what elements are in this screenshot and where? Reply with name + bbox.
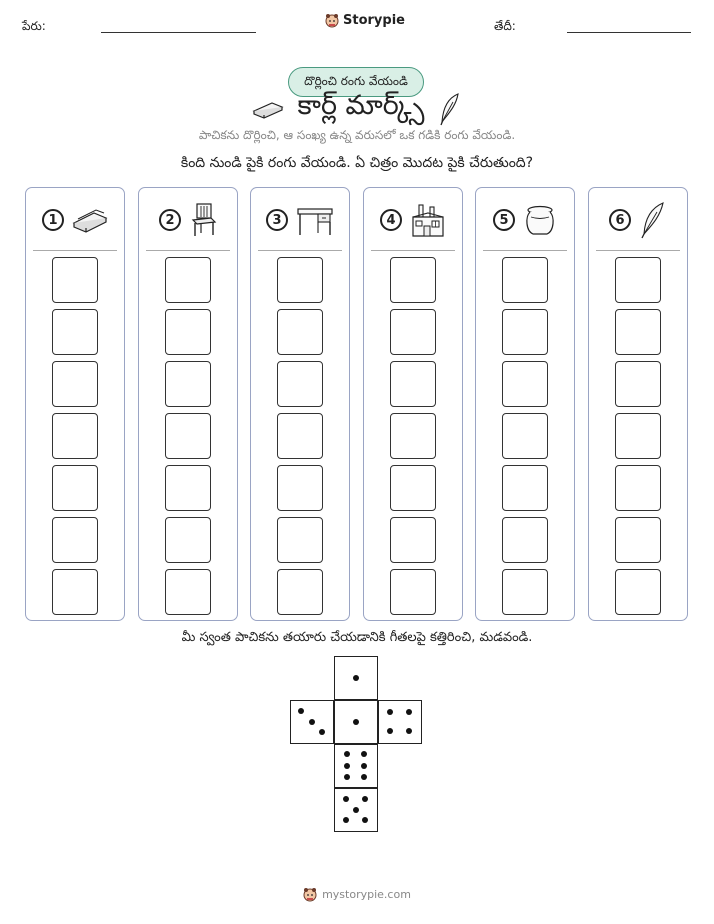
color-box[interactable] — [277, 569, 323, 615]
color-box[interactable] — [277, 517, 323, 563]
column-6 — [588, 187, 688, 621]
die-pip — [406, 709, 412, 715]
color-box[interactable] — [165, 465, 211, 511]
color-box[interactable] — [165, 309, 211, 355]
color-box[interactable] — [52, 413, 98, 459]
name-line[interactable] — [101, 32, 256, 33]
book-icon — [72, 206, 108, 234]
die-pip — [319, 729, 325, 735]
color-box[interactable] — [502, 309, 548, 355]
die-pip — [387, 728, 393, 734]
color-box[interactable] — [615, 309, 661, 355]
footer-url[interactable]: mystorypie.com — [322, 888, 411, 901]
cut-fold-instruction: మీ స్వంత పాచికను తయారు చేయడానికి గీతలపై కత్తిరించి, మడవండి. — [181, 630, 533, 645]
die-pip — [343, 817, 349, 823]
die-face — [334, 744, 378, 788]
column-header — [139, 198, 237, 242]
chair-icon — [189, 202, 217, 238]
die-pip — [361, 751, 367, 757]
desk-icon — [296, 203, 334, 237]
brand-logo — [325, 13, 405, 28]
die-pip — [406, 728, 412, 734]
color-box[interactable] — [277, 361, 323, 407]
color-box[interactable] — [165, 413, 211, 459]
die-pip — [361, 774, 367, 780]
die-face — [334, 700, 378, 744]
die-pip — [353, 675, 359, 681]
question-text: కింది నుండి పైకి రంగు వేయండి. ఏ చిత్రం మొదట పైకి చేరుతుంది? — [180, 155, 534, 171]
color-box[interactable] — [615, 517, 661, 563]
column-1 — [25, 187, 125, 621]
column-divider — [596, 250, 680, 251]
color-box[interactable] — [390, 361, 436, 407]
die-face — [378, 700, 422, 744]
color-box[interactable] — [502, 257, 548, 303]
number-badge: 3 — [266, 209, 288, 231]
color-box[interactable] — [390, 465, 436, 511]
color-box[interactable] — [52, 361, 98, 407]
color-box[interactable] — [615, 361, 661, 407]
color-box[interactable] — [502, 569, 548, 615]
color-box[interactable] — [615, 257, 661, 303]
color-box[interactable] — [165, 569, 211, 615]
factory-icon — [410, 202, 446, 238]
die-pip — [298, 708, 304, 714]
quill-icon — [639, 201, 667, 239]
die-pip — [344, 751, 350, 757]
color-box[interactable] — [615, 569, 661, 615]
storypie-mascot-icon — [325, 13, 339, 28]
column-divider — [146, 250, 230, 251]
activity-badge-text: దొర్లించి రంగు వేయండి — [304, 73, 408, 88]
die-pip — [362, 796, 368, 802]
color-box[interactable] — [502, 361, 548, 407]
column-3 — [250, 187, 350, 621]
die-pip — [343, 796, 349, 802]
die-pip — [344, 763, 350, 769]
color-box[interactable] — [165, 361, 211, 407]
color-box[interactable] — [390, 569, 436, 615]
dice-net — [290, 656, 430, 836]
date-line[interactable] — [567, 32, 691, 33]
column-divider — [483, 250, 567, 251]
name-label: పేరు: — [22, 19, 46, 33]
number-badge: 5 — [493, 209, 515, 231]
pot-icon — [523, 203, 557, 237]
column-header — [364, 198, 462, 242]
column-2 — [138, 187, 238, 621]
book-icon — [252, 98, 284, 120]
storypie-mascot-icon — [303, 887, 317, 902]
color-box[interactable] — [52, 465, 98, 511]
footer — [0, 887, 714, 902]
number-badge: 1 — [42, 209, 64, 231]
color-box[interactable] — [502, 413, 548, 459]
column-divider — [371, 250, 455, 251]
die-pip — [361, 763, 367, 769]
color-box[interactable] — [277, 465, 323, 511]
color-box[interactable] — [165, 257, 211, 303]
color-box[interactable] — [502, 517, 548, 563]
color-box[interactable] — [277, 309, 323, 355]
color-box[interactable] — [277, 257, 323, 303]
die-pip — [344, 774, 350, 780]
title-row — [0, 90, 714, 128]
column-divider — [33, 250, 117, 251]
date-label: తేదీ: — [494, 19, 516, 33]
column-5 — [475, 187, 575, 621]
number-badge: 6 — [609, 209, 631, 231]
column-4 — [363, 187, 463, 621]
color-box[interactable] — [390, 413, 436, 459]
color-box[interactable] — [52, 309, 98, 355]
die-pip — [387, 709, 393, 715]
color-box[interactable] — [52, 517, 98, 563]
column-header — [589, 198, 687, 242]
color-box[interactable] — [390, 309, 436, 355]
color-box[interactable] — [390, 517, 436, 563]
column-header — [26, 198, 124, 242]
page-title: కార్ల్ మార్క్స్ — [297, 90, 425, 121]
color-box[interactable] — [615, 413, 661, 459]
column-header — [251, 198, 349, 242]
column-header — [476, 198, 574, 242]
die-pip — [353, 719, 359, 725]
die-pip — [309, 719, 315, 725]
die-pip — [362, 817, 368, 823]
quill-icon — [438, 92, 462, 126]
column-divider — [258, 250, 342, 251]
color-box[interactable] — [165, 517, 211, 563]
color-box[interactable] — [52, 569, 98, 615]
die-face — [334, 656, 378, 700]
color-box[interactable] — [615, 465, 661, 511]
number-badge: 2 — [159, 209, 181, 231]
brand-name: Storypie — [343, 13, 405, 28]
instructions-subtitle: పాచికను దొర్లించి, ఆ సంఖ్య ఉన్న వరుసలో ఒక గడికి రంగు వేయండి. — [198, 128, 516, 142]
color-box[interactable] — [390, 257, 436, 303]
number-badge: 4 — [380, 209, 402, 231]
die-pip — [353, 807, 359, 813]
color-box[interactable] — [502, 465, 548, 511]
die-face — [290, 700, 334, 744]
die-face — [334, 788, 378, 832]
color-box[interactable] — [277, 413, 323, 459]
color-box[interactable] — [52, 257, 98, 303]
